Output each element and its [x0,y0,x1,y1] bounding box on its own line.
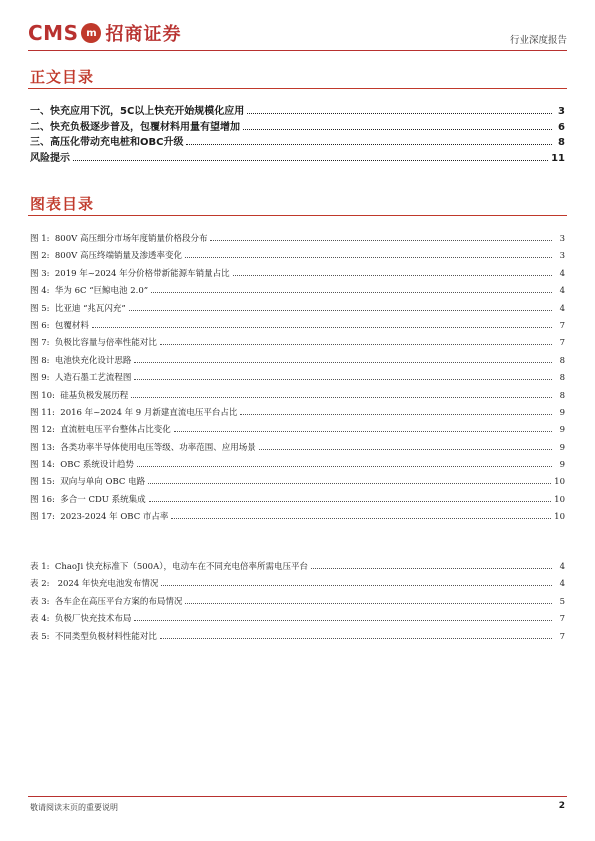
figure-entry-label: 图 14: OBC 系统设计趋势 [30,460,134,471]
table-entry[interactable] [30,577,565,594]
dot-leader [233,275,552,276]
dot-leader [311,568,552,569]
figure-entry-page: 9 [559,425,565,436]
dot-leader [185,257,552,258]
figure-entry-label: 图 15: 双向与单向 OBC 电路 [30,477,146,488]
figure-entry-page: 9 [559,442,565,453]
figure-entry-page: 4 [559,268,565,279]
table-entry-page: 4 [559,562,565,572]
figure-entry-label: 图 16: 多合一 CDU 系统集成 [30,494,146,505]
table-entry-label: 表 5: 不同类型负极材料性能对比 [30,631,157,642]
toc-entry-label: 二、快充负极逐步普及，包覆材料用量有望增加 [30,121,240,133]
table-entry[interactable] [30,630,565,647]
toc-entry-label: 一、快充应用下沉，5C以上快充开始规模化应用 [30,106,245,117]
table-entry-label: 表 2: 2024 年快充电池发布情况 [30,579,159,590]
figure-entry[interactable] [30,389,565,406]
figure-entry-label: 图 6: 包覆材料 [30,320,89,331]
dot-leader [161,585,552,586]
dot-leader [149,501,551,502]
figure-entry[interactable] [30,267,565,284]
figure-entry-page: 4 [559,303,565,314]
figure-entry[interactable] [30,319,565,336]
dot-leader [210,240,552,241]
cms-logo [28,20,181,46]
contents-title: 正文目录 [30,68,95,86]
table-entry-page: 4 [559,579,565,590]
table-entry[interactable] [30,560,565,577]
figure-entry[interactable] [30,302,565,319]
logo-cms-text: CMS [28,21,79,45]
logo-badge-icon: m [81,23,101,43]
figure-entry-label: 图 2: 800V 高压终端销量及渗透率变化 [30,251,182,262]
header-divider [28,50,567,51]
dot-leader [148,483,551,484]
footer-page-number: 2 [558,801,565,811]
table-entry-page: 7 [559,614,565,625]
dot-leader [134,620,552,621]
toc-entry[interactable] [30,118,565,134]
figure-entry-label: 图 1: 800V 高压细分市场年度销量价格段分布 [30,234,208,244]
figure-entry-label: 图 10: 硅基负极发展历程 [30,390,129,401]
footer-disclaimer-note: 敬请阅读末页的重要说明 [30,803,118,812]
toc-entry-page: 3 [558,106,565,117]
figure-entry-page: 10 [554,477,565,488]
figure-entry-page: 9 [559,460,565,471]
figure-entry[interactable] [30,441,565,458]
figure-entry[interactable] [30,371,565,388]
dot-leader [247,113,552,114]
dot-leader [131,397,552,398]
figures-title: 图表目录 [30,195,95,213]
figure-entry[interactable] [30,406,565,423]
table-entry-label: 表 4: 负极厂快充技术布局 [30,614,132,625]
figure-entry[interactable] [30,284,565,301]
page-header [28,18,567,48]
figure-entry-label: 图 17: 2023-2024 年 OBC 市占率 [30,512,169,523]
toc-entry[interactable] [30,133,565,149]
figure-entry-label: 图 8: 电池快充化设计思路 [30,355,132,366]
figure-entry[interactable] [30,336,565,353]
table-entry-label: 表 1: ChaoJi 快充标准下（500A），电动车在不同充电倍率所需电压平台 [30,562,308,572]
figure-entry-page: 10 [554,494,565,505]
figure-entry-page: 8 [559,373,565,384]
dot-leader [137,466,552,467]
figure-entry-label: 图 4: 华为 6C “巨鲸电池 2.0” [30,286,149,297]
table-entry[interactable] [30,612,565,629]
toc-entry-page: 6 [558,121,565,133]
figure-entry-label: 图 3: 2019 年~2024 年分价格带新能源车销量占比 [30,268,230,279]
figure-entry[interactable] [30,475,565,492]
figure-entry-page: 9 [559,407,565,418]
figure-entry-page: 3 [559,251,565,262]
dot-leader [186,144,552,145]
table-entry[interactable] [30,595,565,612]
figure-entry[interactable] [30,458,565,475]
dot-leader [243,129,552,130]
dot-leader [240,414,552,415]
dot-leader [92,327,552,328]
table-entry-label: 表 3: 各车企在高压平台方案的布局情况 [30,596,183,607]
dot-leader [171,518,551,519]
figure-entry[interactable] [30,493,565,510]
dot-leader [160,344,552,345]
figure-entry[interactable] [30,232,565,249]
toc-entry-page: 11 [551,152,565,164]
figure-entry-page: 7 [559,320,565,331]
figure-entry-label: 图 5: 比亚迪 “兆瓦闪充” [30,303,126,314]
figure-entry-label: 图 9: 人造石墨工艺流程图 [30,373,132,384]
dot-leader [134,362,552,363]
toc-entry[interactable] [30,102,565,118]
dot-leader [160,638,552,639]
logo-chinese-text: 招商证券 [105,24,182,45]
figure-entry[interactable] [30,354,565,371]
figure-entry-page: 4 [559,286,565,297]
figure-entry-page: 8 [559,355,565,366]
toc-entry[interactable] [30,149,565,165]
figure-entry-label: 图 12: 直流桩电压平台整体占比变化 [30,425,171,436]
dot-leader [174,431,552,432]
report-type-label: 行业深度报告 [509,35,567,46]
toc-entry-label: 风险提示 [30,152,70,164]
contents-title-rule [28,88,567,89]
dot-leader [73,160,548,161]
table-entry-page: 7 [559,631,565,642]
figures-list [30,232,565,528]
figure-entry-label: 图 11: 2016 年~2024 年 9 月新建直流电压平台占比 [30,407,238,418]
dot-leader [151,292,552,293]
figure-entry-page: 8 [559,390,565,401]
figure-entry[interactable] [30,249,565,266]
contents-list [30,102,565,164]
dot-leader [259,449,552,450]
figure-entry-page: 10 [554,512,565,523]
figure-entry-label: 图 13: 各类功率半导体使用电压等级、功率范围、应用场景 [30,442,256,453]
table-entry-page: 5 [559,596,565,607]
figure-entry-label: 图 7: 负极比容量与倍率性能对比 [30,338,157,349]
figures-title-rule [28,215,567,216]
figure-entry-page: 3 [559,234,565,244]
figure-entry[interactable] [30,423,565,440]
figure-entry-page: 7 [559,338,565,349]
figure-entry[interactable] [30,510,565,527]
toc-entry-label: 三、高压化带动充电桩和OBC升级 [30,137,184,148]
dot-leader [129,310,552,311]
tables-list [30,560,565,647]
dot-leader [185,603,552,604]
toc-entry-page: 8 [558,137,565,148]
footer-divider [28,796,567,797]
dot-leader [134,379,552,380]
